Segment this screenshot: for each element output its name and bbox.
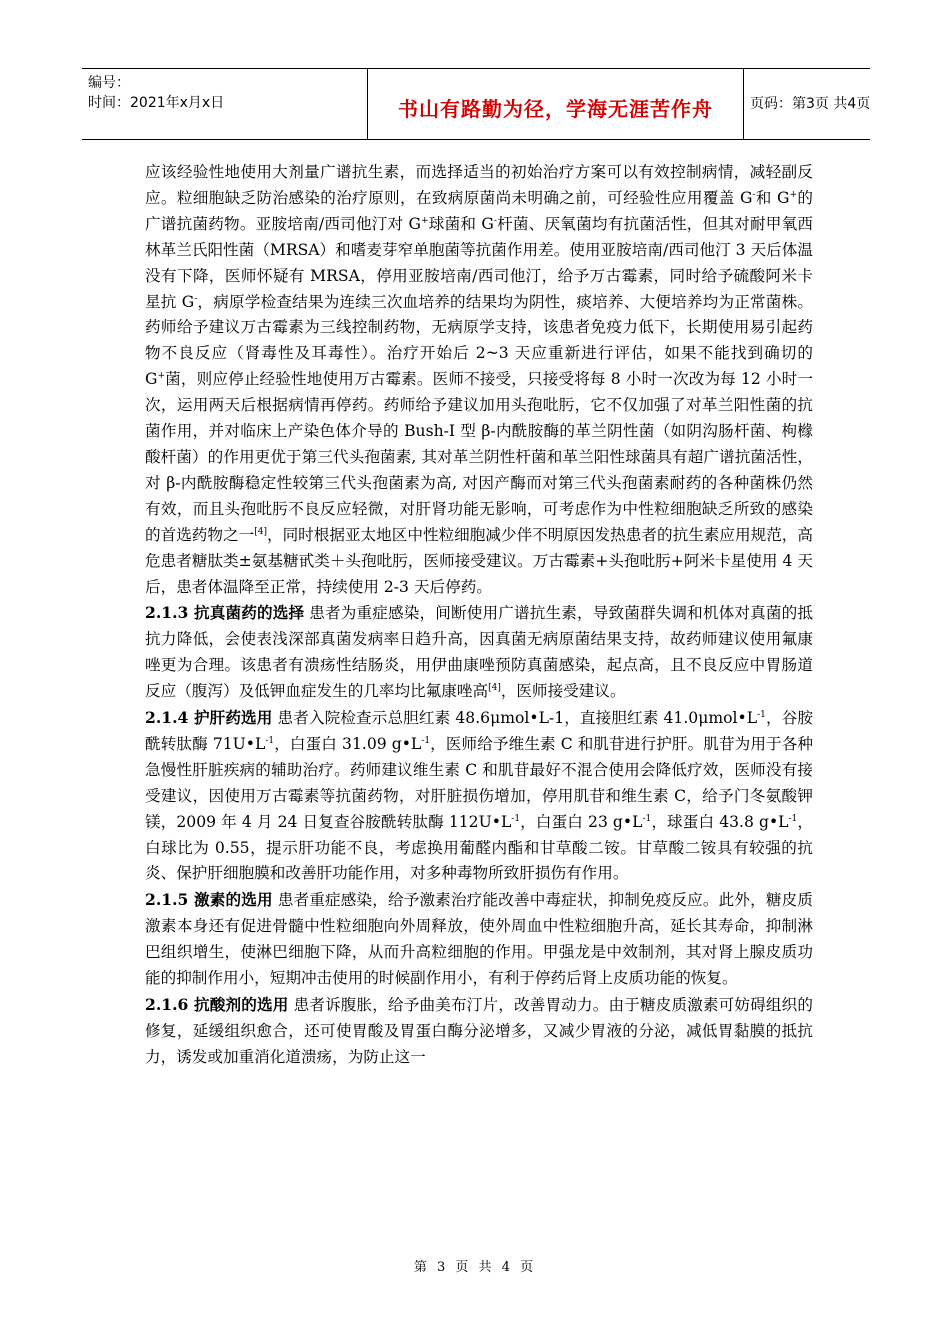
paragraph-text: ，医师给予维生素 C 和肌苷进行护肝。肌苷为用于各种急慢性肝脏疾病的辅助治疗。药师建议维生素 C 和肌苷最好不混合使用会降低疗效，医师没有接受建议，因使用万古霉素等抗菌药物，对肝脏损伤增加，停用肌苷和维生素 C，给予门冬氨酸钾镁，2009 年 4 月 24 日复查谷胺酰转肽酶 112U•L	[145, 734, 813, 831]
header-motto-cell	[367, 69, 744, 139]
paragraph-text: ，球蛋白 43.8 g•L	[651, 812, 789, 831]
paragraph-text: 的广谱抗菌药物。亚胺培南/西司他汀对 G	[145, 188, 813, 233]
header-meta	[88, 73, 288, 113]
page-info: 页码：第3页 共4页	[750, 96, 871, 112]
superscript: -1	[421, 735, 431, 746]
page-footer: 第 3 页 共 4 页	[413, 1260, 537, 1275]
body-paragraph	[145, 887, 813, 992]
superscript: +	[157, 371, 166, 382]
paragraph-text: ，同时根据亚太地区中性粒细胞减少伴不明原因发热患者的抗生素应用规范，高危患者糖肽类±氨基糖甙类＋头孢吡肟，医师接受建议。万古霉素+头孢吡肟+阿米卡星使用 4 天后，患者体温降至正常，持续使用 2-3 天后停药。	[145, 525, 813, 596]
section-heading: 2.1.4 护肝药选用	[145, 708, 273, 728]
paragraph-text: ，白球比为 0.55，提示肝功能不良，考虑换用葡醛内酯和甘草酸二铵。甘草酸二铵具有较强的抗炎、保护肝细胞膜和改善肝功能作用，对多种毒物所致肝损伤有作用。	[145, 812, 813, 883]
paragraph-text: 杆菌、厌氧菌均有抗菌活性，但其对耐甲氧西林革兰氏阳性菌（MRSA）和嗜麦芽窄单胞菌等抗菌作用差。使用亚胺培南/西司他汀 3 天后体温没有下降，医师怀疑有 MRSA，停用亚胺培南/西司他汀，给予万古霉素，同时给予硫酸阿米卡星抗 G	[145, 214, 813, 311]
superscript: -1	[788, 813, 798, 824]
paragraph-text: 应该经验性地使用大剂量广谱抗生素，而选择适当的初始治疗方案可以有效控制病情，减轻副反应。粒细胞缺乏防治感染的治疗原则，在致病原菌尚未明确之前，可经验性应用覆盖 G	[145, 163, 813, 207]
paragraph-text: 和 G	[755, 188, 790, 207]
header-motto: 书山有路勤为径，学海无涯苦作舟	[398, 97, 713, 121]
body-paragraph	[145, 705, 813, 887]
section-heading: 2.1.6 抗酸剂的选用	[145, 995, 289, 1014]
paragraph-text: 患者诉腹胀，给予曲美布汀片，改善胃动力。由于糖皮质激素可妨碍组织的修复，延缓组织愈合，还可使胃酸及胃蛋白酶分泌增多，又减少胃液的分泌，减低胃黏膜的抵抗力，诱发或加重消化道溃疡，为防止这一	[145, 996, 813, 1066]
superscript: -1	[757, 709, 766, 720]
paragraph-text: ，白蛋白 23 g•L	[520, 812, 643, 831]
superscript: -1	[511, 813, 521, 824]
document-time-label: 时间：2021年x月x日	[88, 95, 225, 111]
paragraph-text: ，医师接受建议。	[500, 682, 626, 701]
paragraph-text: ，谷胺酰转肽酶 71U•L	[145, 709, 813, 753]
superscript: -	[752, 189, 756, 200]
superscript: [4]	[488, 682, 501, 693]
superscript: -1	[265, 735, 275, 746]
superscript: +	[421, 215, 429, 226]
superscript: -	[493, 215, 497, 226]
paragraph-text: 菌，则应停止经验性地使用万古霉素。医师不接受，只接受将每 8 小时一次改为每 12 小时一次，运用两天后根据病情再停药。药师给予建议加用头孢吡肟，它不仅加强了对革兰阳性菌的抗菌作用，并对临床上产染色体介导的 Bush-I 型 β-内酰胺酶的革兰阴性菌（如阴沟肠杆菌、枸橼酸杆菌）的作用更优于第三代头孢菌素, 其对革兰阴性杆菌和革兰阳性球菌具有超广谱抗菌活性，对 β-内酰胺酶稳定性较第三代头孢菌素为高, 对因产酶而对第三代头孢菌素耐药的各种菌株仍然有效，而且头孢吡肟不良反应轻微，对肝肾功能无影响，可考虑作为中性粒细胞缺乏所致的感染的首选药物之一	[145, 370, 813, 544]
section-heading: 2.1.5 激素的选用	[145, 890, 273, 910]
document-body	[145, 160, 813, 1071]
superscript: +	[789, 189, 798, 200]
page-header	[82, 68, 870, 140]
superscript: -	[194, 293, 198, 304]
section-heading: 2.1.3 抗真菌药的选择	[145, 603, 305, 623]
superscript: -1	[642, 813, 652, 824]
body-paragraph	[145, 992, 813, 1071]
paragraph-text: 患者入院检查示总胆红素 48.6μmol•L-1，直接胆红素 41.0μmol•L	[272, 709, 758, 728]
paragraph-text: 患者为重症感染，间断使用广谱抗生素，导致菌群失调和机体对真菌的抵抗力降低，会使表浅深部真菌发病率日趋升高，因真菌无病原菌结果支持，故药师建议使用氟康唑更为合理。该患者有溃疡性结肠炎，用伊曲康唑预防真菌感染，起点高，且不良反应中胃肠道反应（腹泻）及低钾血症发生的几率均比氟康唑高	[145, 604, 813, 701]
body-paragraph	[145, 160, 813, 600]
paragraph-text: ，病原学检查结果为连续三次血培养的结果均为阴性，痰培养、大便培养均为正常菌株。药师给予建议万古霉素为三线控制药物，无病原学支持，该患者免疫力低下，长期使用易引起药物不良反应（肾毒性及耳毒性）。治疗开始后 2~3 天应重新进行评估，如果不能找到确切的 G	[145, 292, 813, 389]
body-paragraph	[145, 600, 813, 705]
paragraph-text: 患者重症感染，给予激素治疗能改善中毒症状，抑制免疫反应。此外，糖皮质激素本身还有促进骨髓中性粒细胞向外周释放，使外周血中性粒细胞升高，延长其寿命，抑制淋巴组织增生，使淋巴细胞下降，从而升高粒细胞的作用。甲强龙是中效制剂，其对肾上腺皮质功能的抑制作用小，短期冲击使用的时候副作用小，有利于停药后肾上皮质功能的恢复。	[145, 891, 813, 988]
superscript: [4]	[254, 526, 267, 537]
paragraph-text: 球菌和 G	[428, 214, 494, 233]
document-number-label: 编号：	[88, 75, 130, 91]
paragraph-text: ，白蛋白 31.09 g•L	[274, 734, 422, 753]
